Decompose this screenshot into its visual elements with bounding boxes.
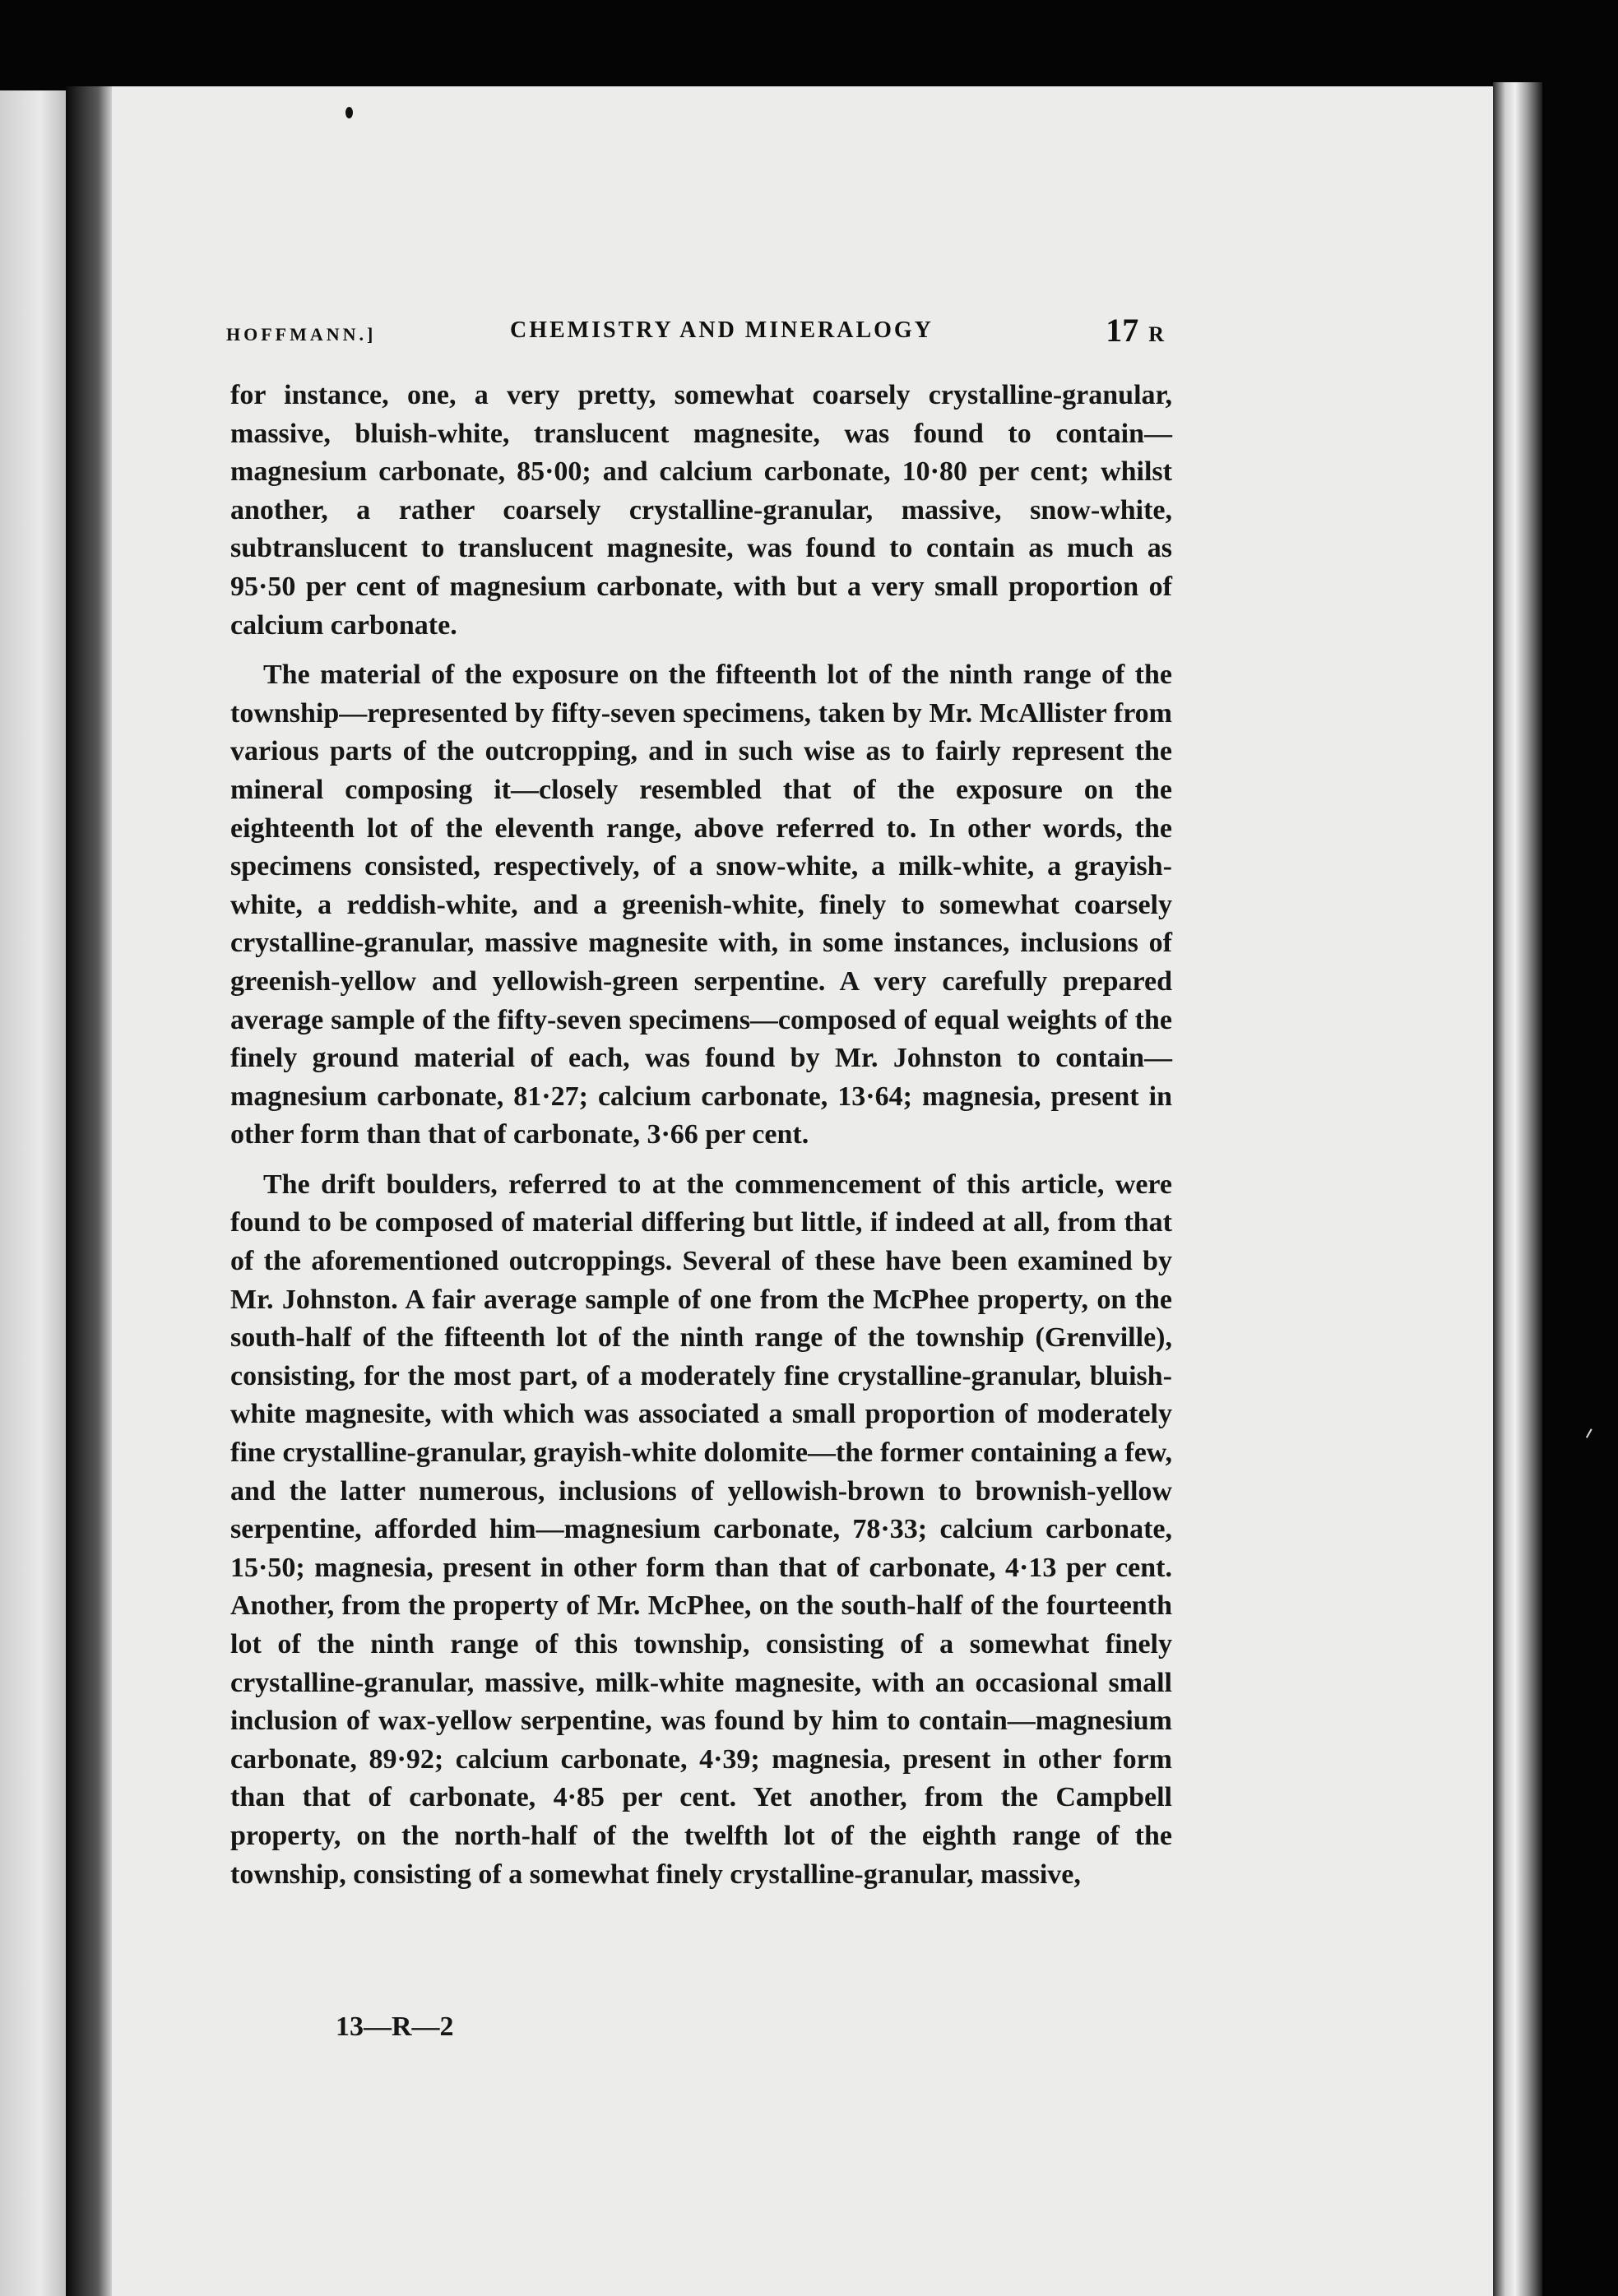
printer-signature: 13—R—2 [336,2011,454,2042]
paragraph-3: The drift boulders, referred to at the commencement of this article, were found to be composed of material differing but little, if indeed at all, from that of the aforementioned outcroppings. Several of these have been examined by Mr. Johnston. A fair average sample of one from the McPhee property, on the south-half of the fifteenth lot of the ninth range of the township (Grenville), consisting, for the most part, of a moderately fine crystalline-granular, bluish-white magnesite, with which was associated a small proportion of moderately fine crystalline-granular, grayish-white dolomite—the former containing a few, and the latter numerous, inclusions of yellowish-brown to brownish-yellow serpentine, afforded him—magnesium carbonate, 78·33; calcium carbonate, 15·50; magnesia, present in other form than that of carbonate, 4·13 per cent. Another, from the property of Mr. McPhee, on the south-half of the fourteenth lot of the ninth range of this township, consisting of a somewhat finely crystalline-granular, massive, milk-white magnesite, with an occasional small inclusion of wax-yellow serpentine, was found by him to contain—magnesium carbonate, 89·92; calcium carbonate, 4·39; magnesia, present in other form than that of carbonate, 4·85 per cent. Yet another, from the Campbell property, on the north-half of the twelfth lot of the eighth range of the township, consisting of a somewhat finely crystalline-granular, massive, [230,1169,1172,1890]
page-stack-edge [1493,82,1542,2296]
body-text [230,377,1172,1905]
facing-page-edge [0,90,67,2296]
ink-speck [345,107,353,118]
paragraph-1: for instance, one, a very pretty, somewhat coarsely crystalline-granular, massive, bluish-white, translucent magnesite, was found to contain—magnesium carbonate, 85·00; and calcium carbonate, 10·80 per cent; whilst another, a rather coarsely crystalline-granular, massive, snow-white, subtranslucent to translucent magnesite, was found to contain as much as 95·50 per cent of magnesium carbonate, with but a very small proportion of calcium carbonate. [230,380,1172,641]
page-number: 17 [1106,312,1139,349]
paragraph-2: The material of the exposure on the fifteenth lot of the ninth range of the township—represented by fifty-seven specimens, taken by Mr. McAllister from various parts of the outcropping, and in such wise as to fairly represent the mineral composing it—closely resembled that of the exposure on the eighteenth lot of the eleventh range, above referred to. In other words, the specimens consisted, respectively, of a snow-white, a milk-white, a grayish-white, a reddish-white, and a greenish-white, finely to somewhat coarsely crystalline-granular, massive magnesite with, in some instances, inclusions of greenish-yellow and yellowish-green serpentine. A very carefully prepared average sample of the fifty-seven specimens—composed of equal weights of the finely ground material of each, was found by Mr. Johnston to contain—magnesium carbonate, 81·27; calcium carbonate, 13·64; magnesia, present in other form than that of carbonate, 3·66 per cent. [230,660,1172,1150]
book-spine-shadow [66,86,112,2296]
page-section-letter: R [1148,322,1164,346]
header-page-number [1106,311,1164,349]
scan-artifact [1586,1428,1601,1442]
running-header [226,311,1164,360]
header-title: CHEMISTRY AND MINERALOGY [510,317,934,343]
header-author: HOFFMANN.] [226,324,377,345]
